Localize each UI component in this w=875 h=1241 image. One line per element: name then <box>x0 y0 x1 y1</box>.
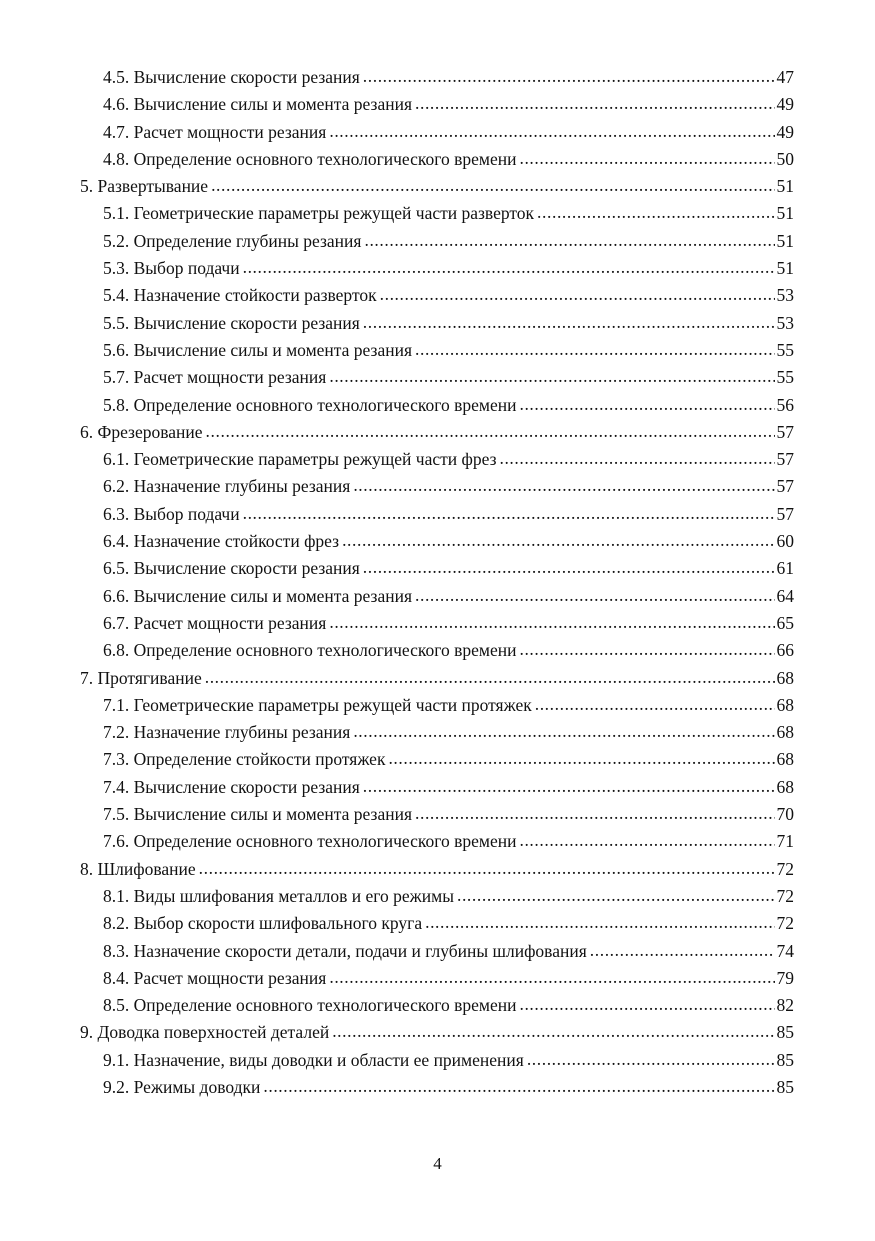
toc-entry-page: 72 <box>776 885 794 906</box>
toc-entry-number: 5.6. <box>103 339 130 360</box>
toc-entry-number: 6.1. <box>103 449 130 470</box>
toc-dot-leader <box>243 254 775 281</box>
toc-section-entry <box>80 801 794 828</box>
toc-dot-leader <box>363 773 775 800</box>
toc-dot-leader <box>205 664 775 691</box>
toc-entry-number: 5.2. <box>103 230 130 251</box>
toc-entry-title <box>103 446 496 473</box>
toc-entry-number: 7.1. <box>103 694 130 715</box>
toc-entry-title <box>80 665 202 692</box>
toc-entry-number: 7.6. <box>103 831 130 852</box>
toc-entry-title <box>103 501 240 528</box>
toc-dot-leader <box>537 199 774 226</box>
toc-section-entry <box>80 938 794 965</box>
toc-entry-title <box>103 583 412 610</box>
toc-section-entry <box>80 282 794 309</box>
toc-entry-title <box>103 992 516 1019</box>
toc-section-entry <box>80 637 794 664</box>
toc-entry-text: Вычисление силы и момента резания <box>133 94 412 115</box>
toc-entry-number: 9.1. <box>103 1049 130 1070</box>
toc-entry-text: Выбор подачи <box>133 258 240 279</box>
toc-entry-page: 64 <box>776 585 794 606</box>
toc-entry-number: 8.3. <box>103 940 130 961</box>
toc-entry-text: Геометрические параметры режущей части разверток <box>133 203 535 224</box>
toc-entry-number: 5.5. <box>103 312 130 333</box>
toc-section-entry <box>80 774 794 801</box>
page-number: 4 <box>433 1154 442 1173</box>
toc-entry-number: 6.8. <box>103 640 130 661</box>
toc-section-entry <box>80 364 794 391</box>
toc-entry-page: 55 <box>776 339 794 360</box>
toc-entry-title <box>103 938 587 965</box>
toc-entry-title <box>103 200 534 227</box>
toc-section-entry <box>80 528 794 555</box>
toc-entry-number: 5.8. <box>103 394 130 415</box>
toc-chapter-entry <box>80 1019 794 1046</box>
toc-dot-leader <box>380 281 775 308</box>
toc-entry-number: 5.7. <box>103 367 130 388</box>
toc-section-entry <box>80 392 794 419</box>
toc-entry-number: 6.5. <box>103 558 130 579</box>
toc-entry-number: 7.5. <box>103 804 130 825</box>
toc-entry-number: 7.3. <box>103 749 130 770</box>
toc-entry-number: 7.4. <box>103 776 130 797</box>
toc-entry-text: Определение основного технологического времени <box>133 995 517 1016</box>
toc-dot-leader <box>415 90 775 117</box>
toc-entry-page: 68 <box>776 667 794 688</box>
toc-dot-leader <box>364 227 774 254</box>
toc-entry-text: Расчет мощности резания <box>133 967 327 988</box>
toc-dot-leader <box>388 745 774 772</box>
toc-entry-title <box>80 1019 329 1046</box>
toc-entry-page: 51 <box>776 203 794 224</box>
toc-entry-title <box>103 146 516 173</box>
toc-dot-leader <box>329 118 774 145</box>
toc-entry-text: Назначение стойкости фрез <box>133 531 340 552</box>
toc-entry-title <box>103 828 516 855</box>
toc-section-entry <box>80 992 794 1019</box>
toc-section-entry <box>80 255 794 282</box>
toc-entry-text: Шлифование <box>97 858 196 879</box>
toc-entry-page: 66 <box>776 640 794 661</box>
toc-entry-page: 72 <box>776 913 794 934</box>
toc-entry-text: Вычисление силы и момента резания <box>133 804 412 825</box>
toc-section-entry <box>80 719 794 746</box>
toc-section-entry <box>80 91 794 118</box>
toc-entry-title <box>80 856 196 883</box>
toc-entry-text: Определение основного технологического времени <box>133 831 517 852</box>
toc-entry-text: Вычисление скорости резания <box>133 312 360 333</box>
toc-entry-title <box>103 801 412 828</box>
toc-dot-leader <box>263 1073 774 1100</box>
toc-section-entry <box>80 446 794 473</box>
toc-entry-title <box>103 310 360 337</box>
toc-entry-title <box>103 528 339 555</box>
toc-dot-leader <box>519 145 774 172</box>
toc-entry-page: 85 <box>776 1049 794 1070</box>
toc-section-entry <box>80 1047 794 1074</box>
toc-entry-number: 8.4. <box>103 967 130 988</box>
toc-section-entry <box>80 310 794 337</box>
toc-entry-text: Геометрические параметры режущей части протяжек <box>133 694 532 715</box>
toc-entry-page: 74 <box>776 940 794 961</box>
toc-dot-leader <box>519 991 774 1018</box>
toc-entry-page: 57 <box>776 503 794 524</box>
toc-entry-title <box>103 119 326 146</box>
toc-entry-title <box>103 692 532 719</box>
toc-entry-text: Определение глубины резания <box>133 230 362 251</box>
toc-entry-page: 85 <box>776 1022 794 1043</box>
toc-dot-leader <box>527 1046 775 1073</box>
toc-entry-page: 65 <box>776 612 794 633</box>
toc-dot-leader <box>332 1018 774 1045</box>
toc-entry-page: 57 <box>776 421 794 442</box>
toc-entry-title <box>103 1074 260 1101</box>
toc-dot-leader <box>457 882 775 909</box>
toc-entry-number: 8.5. <box>103 995 130 1016</box>
toc-entry-title <box>103 774 360 801</box>
toc-entry-number: 6.2. <box>103 476 130 497</box>
toc-section-entry <box>80 200 794 227</box>
toc-entry-text: Доводка поверхностей деталей <box>97 1022 330 1043</box>
toc-entry-page: 57 <box>776 449 794 470</box>
toc-entry-page: 68 <box>776 722 794 743</box>
toc-entry-page: 55 <box>776 367 794 388</box>
toc-chapter-entry <box>80 419 794 446</box>
toc-chapter-entry <box>80 856 794 883</box>
toc-entry-page: 57 <box>776 476 794 497</box>
toc-entry-page: 56 <box>776 394 794 415</box>
toc-entry-number: 4.6. <box>103 94 130 115</box>
toc-entry-text: Назначение стойкости разверток <box>133 285 377 306</box>
toc-entry-page: 53 <box>776 285 794 306</box>
toc-entry-title <box>103 1047 524 1074</box>
toc-entry-text: Расчет мощности резания <box>133 612 327 633</box>
toc-dot-leader <box>243 500 775 527</box>
toc-dot-leader <box>353 718 774 745</box>
toc-entry-number: 8.2. <box>103 913 130 934</box>
toc-entry-page: 47 <box>776 67 794 87</box>
toc-entry-page: 49 <box>776 121 794 142</box>
toc-section-entry <box>80 692 794 719</box>
toc-entry-text: Режимы доводки <box>133 1076 261 1097</box>
toc-entry-text: Расчет мощности резания <box>133 121 327 142</box>
toc-entry-page: 68 <box>776 749 794 770</box>
toc-entry-page: 68 <box>776 776 794 797</box>
toc-entry-page: 85 <box>776 1076 794 1097</box>
toc-entry-number: 6.7. <box>103 612 130 633</box>
toc-section-entry <box>80 501 794 528</box>
toc-entry-title <box>103 719 350 746</box>
toc-section-entry <box>80 228 794 255</box>
toc-entry-page: 53 <box>776 312 794 333</box>
toc-section-entry <box>80 910 794 937</box>
toc-entry-title <box>103 610 326 637</box>
toc-dot-leader <box>519 391 774 418</box>
toc-entry-text: Определение основного технологического времени <box>133 640 517 661</box>
toc-dot-leader <box>519 636 774 663</box>
toc-entry-title <box>103 392 516 419</box>
toc-section-entry <box>80 610 794 637</box>
toc-entry-text: Назначение глубины резания <box>133 722 351 743</box>
toc-section-entry <box>80 146 794 173</box>
toc-dot-leader <box>363 309 775 336</box>
toc-entry-number: 6.3. <box>103 503 130 524</box>
toc-entry-text: Развертывание <box>97 176 209 197</box>
toc-entry-title <box>103 555 360 582</box>
toc-dot-leader <box>590 937 775 964</box>
toc-entry-text: Виды шлифования металлов и его режимы <box>133 885 454 906</box>
toc-entry-number: 6. <box>80 421 94 442</box>
toc-entry-text: Вычисление скорости резания <box>133 776 360 797</box>
toc-entry-title <box>103 910 422 937</box>
toc-entry-title <box>103 637 516 664</box>
toc-section-entry <box>80 1074 794 1101</box>
toc-dot-leader <box>329 964 774 991</box>
toc-dot-leader <box>519 827 774 854</box>
toc-dot-leader <box>206 418 775 445</box>
toc-entry-page: 50 <box>776 148 794 169</box>
toc-entry-title <box>103 883 454 910</box>
toc-dot-leader <box>363 554 775 581</box>
toc-dot-leader <box>415 582 775 609</box>
toc-entry-text: Назначение, виды доводки и области ее применения <box>133 1049 524 1070</box>
toc-entry-page: 51 <box>776 230 794 251</box>
toc-entry-page: 51 <box>776 258 794 279</box>
toc-entry-number: 4.5. <box>103 67 130 87</box>
toc-entry-number: 6.4. <box>103 531 130 552</box>
toc-entry-number: 5.1. <box>103 203 130 224</box>
toc-entry-text: Назначение скорости детали, подачи и глубины шлифования <box>133 940 587 961</box>
toc-dot-leader <box>342 527 774 554</box>
toc-entry-title <box>103 746 385 773</box>
toc-entry-number: 4.8. <box>103 148 130 169</box>
toc-entry-page: 71 <box>776 831 794 852</box>
toc-entry-text: Расчет мощности резания <box>133 367 327 388</box>
toc-entry-text: Определение стойкости протяжек <box>133 749 386 770</box>
toc-entry-title <box>103 473 350 500</box>
table-of-contents <box>80 64 794 1101</box>
toc-section-entry <box>80 337 794 364</box>
toc-entry-text: Фрезерование <box>97 421 203 442</box>
toc-dot-leader <box>363 63 775 90</box>
toc-entry-page: 49 <box>776 94 794 115</box>
toc-entry-page: 51 <box>776 176 794 197</box>
toc-entry-text: Назначение глубины резания <box>133 476 351 497</box>
toc-entry-text: Определение основного технологического времени <box>133 394 517 415</box>
toc-dot-leader <box>425 909 774 936</box>
toc-entry-number: 5. <box>80 176 94 197</box>
toc-section-entry <box>80 555 794 582</box>
toc-entry-text: Выбор скорости шлифовального круга <box>133 913 423 934</box>
toc-entry-text: Геометрические параметры режущей части фрез <box>133 449 497 470</box>
toc-dot-leader <box>329 363 774 390</box>
toc-entry-page: 60 <box>776 531 794 552</box>
toc-entry-page: 72 <box>776 858 794 879</box>
toc-entry-title <box>80 419 203 446</box>
toc-entry-number: 4.7. <box>103 121 130 142</box>
toc-entry-text: Вычисление силы и момента резания <box>133 585 412 606</box>
toc-dot-leader <box>499 445 774 472</box>
toc-dot-leader <box>353 472 774 499</box>
toc-dot-leader <box>329 609 774 636</box>
toc-section-entry <box>80 64 794 91</box>
toc-entry-title <box>103 282 377 309</box>
toc-chapter-entry <box>80 173 794 200</box>
toc-entry-number: 5.3. <box>103 258 130 279</box>
toc-entry-number: 6.6. <box>103 585 130 606</box>
toc-entry-title <box>103 64 360 91</box>
toc-entry-page: 82 <box>776 995 794 1016</box>
toc-entry-number: 8. <box>80 858 94 879</box>
toc-entry-text: Вычисление скорости резания <box>133 67 360 87</box>
toc-entry-number: 8.1. <box>103 885 130 906</box>
toc-entry-title <box>103 337 412 364</box>
toc-entry-number: 9.2. <box>103 1076 130 1097</box>
toc-entry-title <box>103 965 326 992</box>
toc-entry-number: 5.4. <box>103 285 130 306</box>
toc-entry-title <box>103 364 326 391</box>
toc-entry-number: 7.2. <box>103 722 130 743</box>
toc-entry-title <box>103 228 361 255</box>
toc-entry-text: Протягивание <box>97 667 202 688</box>
toc-dot-leader <box>415 336 775 363</box>
toc-entry-text: Выбор подачи <box>133 503 240 524</box>
toc-entry-number: 9. <box>80 1022 94 1043</box>
toc-entry-text: Вычисление силы и момента резания <box>133 339 412 360</box>
toc-section-entry <box>80 965 794 992</box>
toc-dot-leader <box>415 800 775 827</box>
toc-entry-page: 68 <box>776 694 794 715</box>
toc-section-entry <box>80 828 794 855</box>
toc-section-entry <box>80 473 794 500</box>
toc-section-entry <box>80 583 794 610</box>
toc-entry-page: 61 <box>776 558 794 579</box>
toc-chapter-entry <box>80 665 794 692</box>
toc-entry-page: 79 <box>776 967 794 988</box>
toc-section-entry <box>80 746 794 773</box>
toc-entry-title <box>103 91 412 118</box>
toc-entry-page: 70 <box>776 804 794 825</box>
toc-section-entry <box>80 883 794 910</box>
toc-entry-title <box>80 173 208 200</box>
toc-dot-leader <box>211 172 774 199</box>
toc-entry-text: Определение основного технологического времени <box>133 148 517 169</box>
toc-entry-text: Вычисление скорости резания <box>133 558 360 579</box>
toc-section-entry <box>80 119 794 146</box>
toc-entry-title <box>103 255 240 282</box>
toc-dot-leader <box>535 691 775 718</box>
toc-entry-number: 7. <box>80 667 94 688</box>
toc-dot-leader <box>199 855 775 882</box>
